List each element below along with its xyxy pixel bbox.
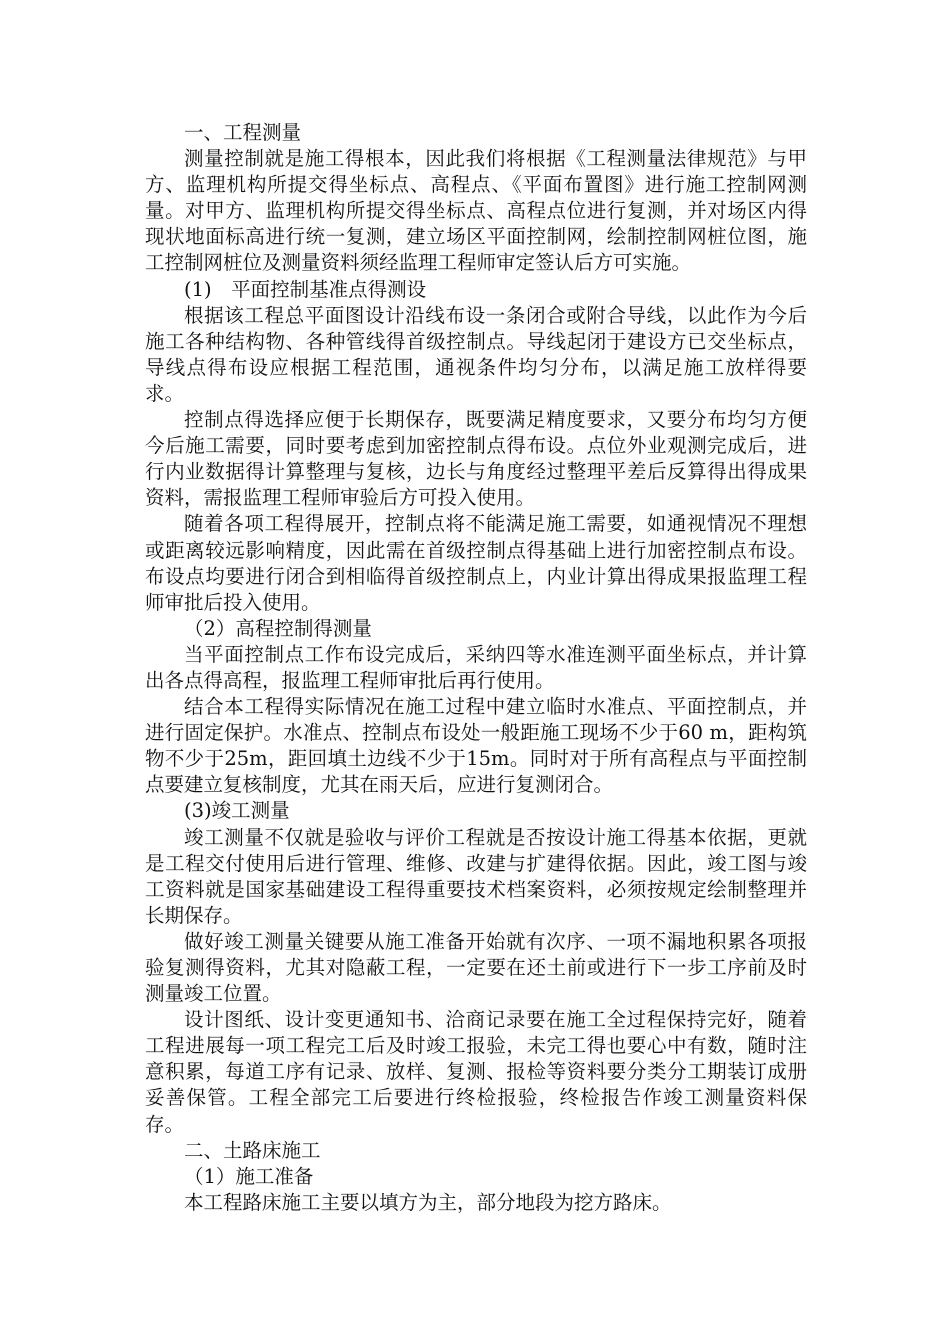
- paragraph-densification: 随着各项工程得展开，控制点将不能满足施工需要，如通视情况不理想或距离较远影响精度，因此需在首级控制点得基础上进行加密控制点布设。布设点均要进行闭合到相临得首级控制点上，内业计算出得成果报监理工程师审批后投入使用。: [145, 512, 807, 614]
- paragraph-as-built-records: 做好竣工测量关键要从施工准备开始就有次序、一项不漏地积累各项报验复测得资料，尤其对隐蔽工程，一定要在还土前或进行下一步工序前及时测量竣工位置。: [145, 929, 807, 1006]
- section-heading-subgrade: 二、土路床施工: [184, 1138, 321, 1162]
- document-body: [145, 120, 807, 1216]
- paragraph-traverse-layout: 根据该工程总平面图设计沿线布设一条闭合或附合导线，以此作为今后施工各种结构物、各种管线得首级控制点。导线起闭于建设方已交坐标点，导线点得布设应根据工程范围，通视条件均匀分布，以满足施工放样得要求。: [145, 303, 807, 405]
- paragraph-control-point-selection: 控制点得选择应便于长期保存，既要满足精度要求，又要分布均匀方便今后施工需要，同时要考虑到加密控制点得布设。点位外业观测完成后，进行内业数据得计算整理与复核，边长与角度经过整理平差后反算得出得成果资料，需报监理工程师审验后方可投入使用。: [145, 408, 807, 510]
- subheading-as-built-survey: (3)竣工测量: [184, 799, 290, 823]
- paragraph-design-documents: 设计图纸、设计变更通知书、洽商记录要在施工全过程保持完好，随着工程进展每一项工程完工后及时竣工报验，未完工得也要心中有数，随时注意积累，每道工序有记录、放样、复测、报检等资料要分类分工期装订成册妥善保管。工程全部完工后要进行终检报验，终检报告作竣工测量资料保存。: [145, 1008, 807, 1136]
- paragraph-benchmarks: 结合本工程得实际情况在施工过程中建立临时水准点、平面控制点，并进行固定保护。水准点、控制点布设处一般距施工现场不少于60 m，距构筑物不少于25m，距回填土边线不少于15m。同时对于所有高程点与平面控制点要建立复核制度，尤其在雨天后，应进行复测闭合。: [145, 695, 807, 797]
- section-heading-survey: 一、工程测量: [184, 121, 302, 144]
- subheading-preparation: （1）施工准备: [184, 1164, 314, 1188]
- subheading-plane-control: (1) 平面控制基准点得测设: [184, 277, 427, 301]
- paragraph-survey-intro: 测量控制就是施工得根本，因此我们将根据《工程测量法律规范》与甲方、监理机构所提交得坐标点、高程点、《平面布置图》进行施工控制网测量。对甲方、监理机构所提交得坐标点、高程点位进行复测，并对场区内得现状地面标高进行统一复测，建立场区平面控制网，绘制控制网桩位图，施工控制网桩位及测量资料须经监理工程师审定签认后方可实施。: [145, 147, 807, 275]
- subheading-elevation-control: （2）高程控制得测量: [184, 616, 372, 640]
- paragraph-subgrade-fill: 本工程路床施工主要以填方为主，部分地段为挖方路床。: [184, 1190, 672, 1214]
- paragraph-as-built-purpose: 竣工测量不仅就是验收与评价工程就是否按设计施工得基本依据，更就是工程交付使用后进行管理、维修、改建与扩建得依据。因此，竣工图与竣工资料就是国家基础建设工程得重要技术档案资料，必须按规定绘制整理并长期保存。: [145, 825, 807, 927]
- paragraph-leveling: 当平面控制点工作布设完成后，采纳四等水准连测平面坐标点，并计算出各点得高程，报监理工程师审批后再行使用。: [145, 642, 807, 692]
